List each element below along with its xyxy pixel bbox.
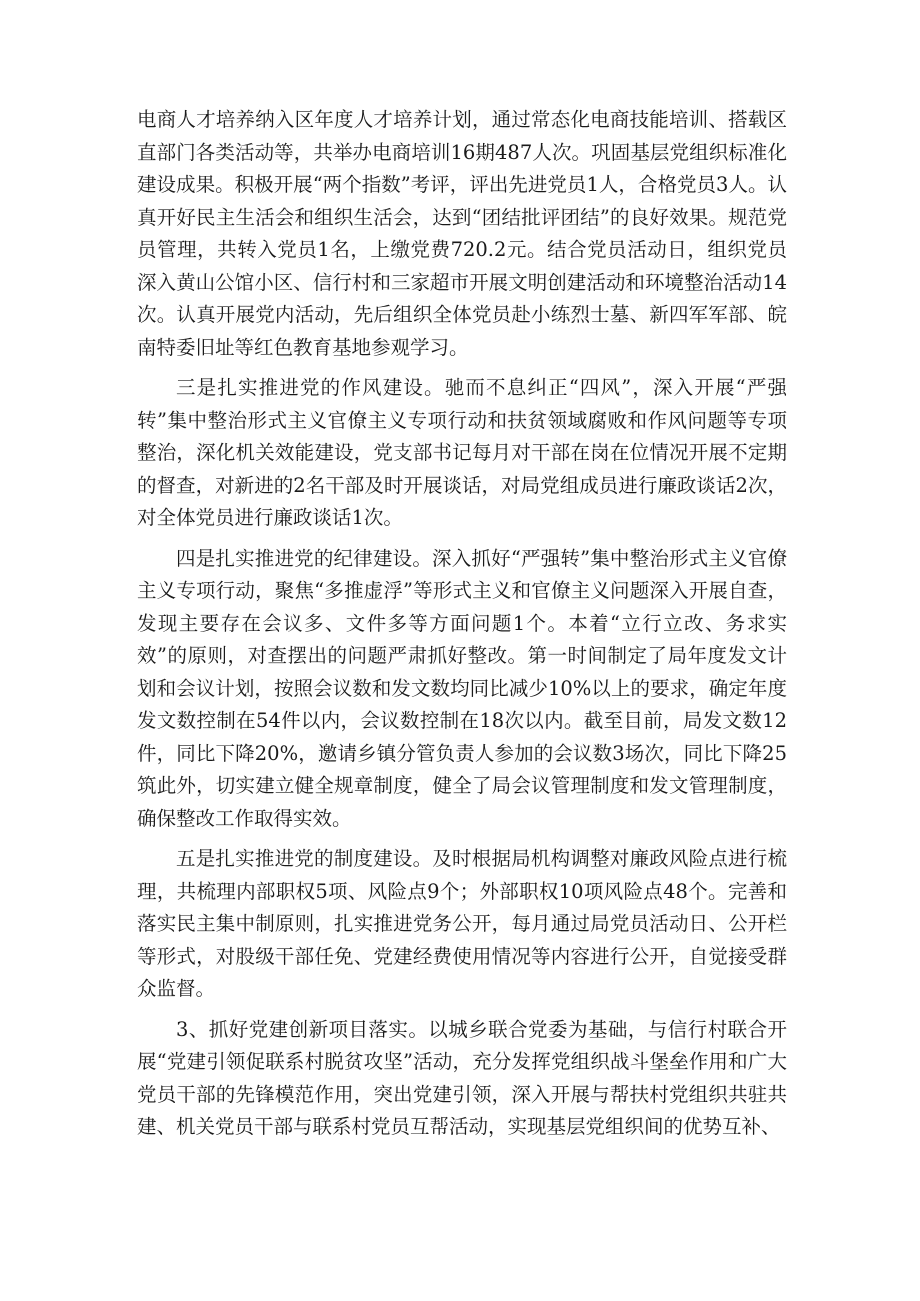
paragraph-system-construction: 五是扎实推进党的制度建设。及时根据局机构调整对廉政风险点进行梳理，共梳理内部职权5项、风险点9个；外部职权10项风险点48个。完善和落实民主集中制原则，扎实推进党务公开，每月通过局党员活动日、公开栏等形式，对股级干部任免、党建经费使用情况等内容进行公开，自觉接受群众监督。 [137, 847, 787, 1000]
paragraph-discipline-construction: 四是扎实推进党的纪律建设。深入抓好“严强转”集中整治形式主义官僚主义专项行动，聚焦“多推虚浮”等形式主义和官僚主义问题深入开展自查，发现主要存在会议多、文件多等方面问题1个。本着“立行立改、务求实效”的原则，对查摆出的问题严肃抓好整改。第一时间制定了局年度发文计划和会议计划，按照会议数和发文数均同比减少10%以上的要求，确定年度发文数控制在54件以内，会议数控制在18次以内。截至目前，局发文数12件，同比下降20%，邀请乡镇分管负责人参加的会议数3场次，同比下降25筑此外，切实建立健全规章制度，健全了局会议管理制度和发文管理制度，确保整改工作取得实效。 [137, 546, 787, 830]
document-body [137, 104, 787, 1152]
paragraph-continuation: 电商人才培养纳入区年度人才培养计划，通过常态化电商技能培训、搭载区直部门各类活动等，共举办电商培训16期487人次。巩固基层党组织标准化建设成果。积极开展“两个指数”考评，评出先进党员1人，合格党员3人。认真开好民主生活会和组织生活会，达到“团结批评团结”的良好效果。规范党员管理，共转入党员1名，上缴党费720.2元。结合党员活动日，组织党员深入黄山公馆小区、信行村和三家超市开展文明创建活动和环境整治活动14次。认真开展党内活动，先后组织全体党员赴小练烈士墓、新四军军部、皖南特委旧址等红色教育基地参观学习。 [137, 108, 787, 359]
paragraph-innovation-project: 3、抓好党建创新项目落实。以城乡联合党委为基础，与信行村联合开展“党建引领促联系村脱贫攻坚”活动，充分发挥党组织战斗堡垒作用和广大党员干部的先锋模范作用，突出党建引领，深入开展与帮扶村党组织共驻共建、机关党员干部与联系村党员互帮活动，实现基层党组织间的优势互补、 [137, 1017, 787, 1138]
paragraph-style-construction: 三是扎实推进党的作风建设。驰而不息纠正“四风”，深入开展“严强转”集中整治形式主义官僚主义专项行动和扶贫领域腐败和作风问题等专项整治，深化机关效能建设，党支部书记每月对干部在岗在位情况开展不定期的督查，对新进的2名干部及时开展谈话，对局党组成员进行廉政谈话2次，对全体党员进行廉政谈话1次。 [137, 376, 787, 529]
